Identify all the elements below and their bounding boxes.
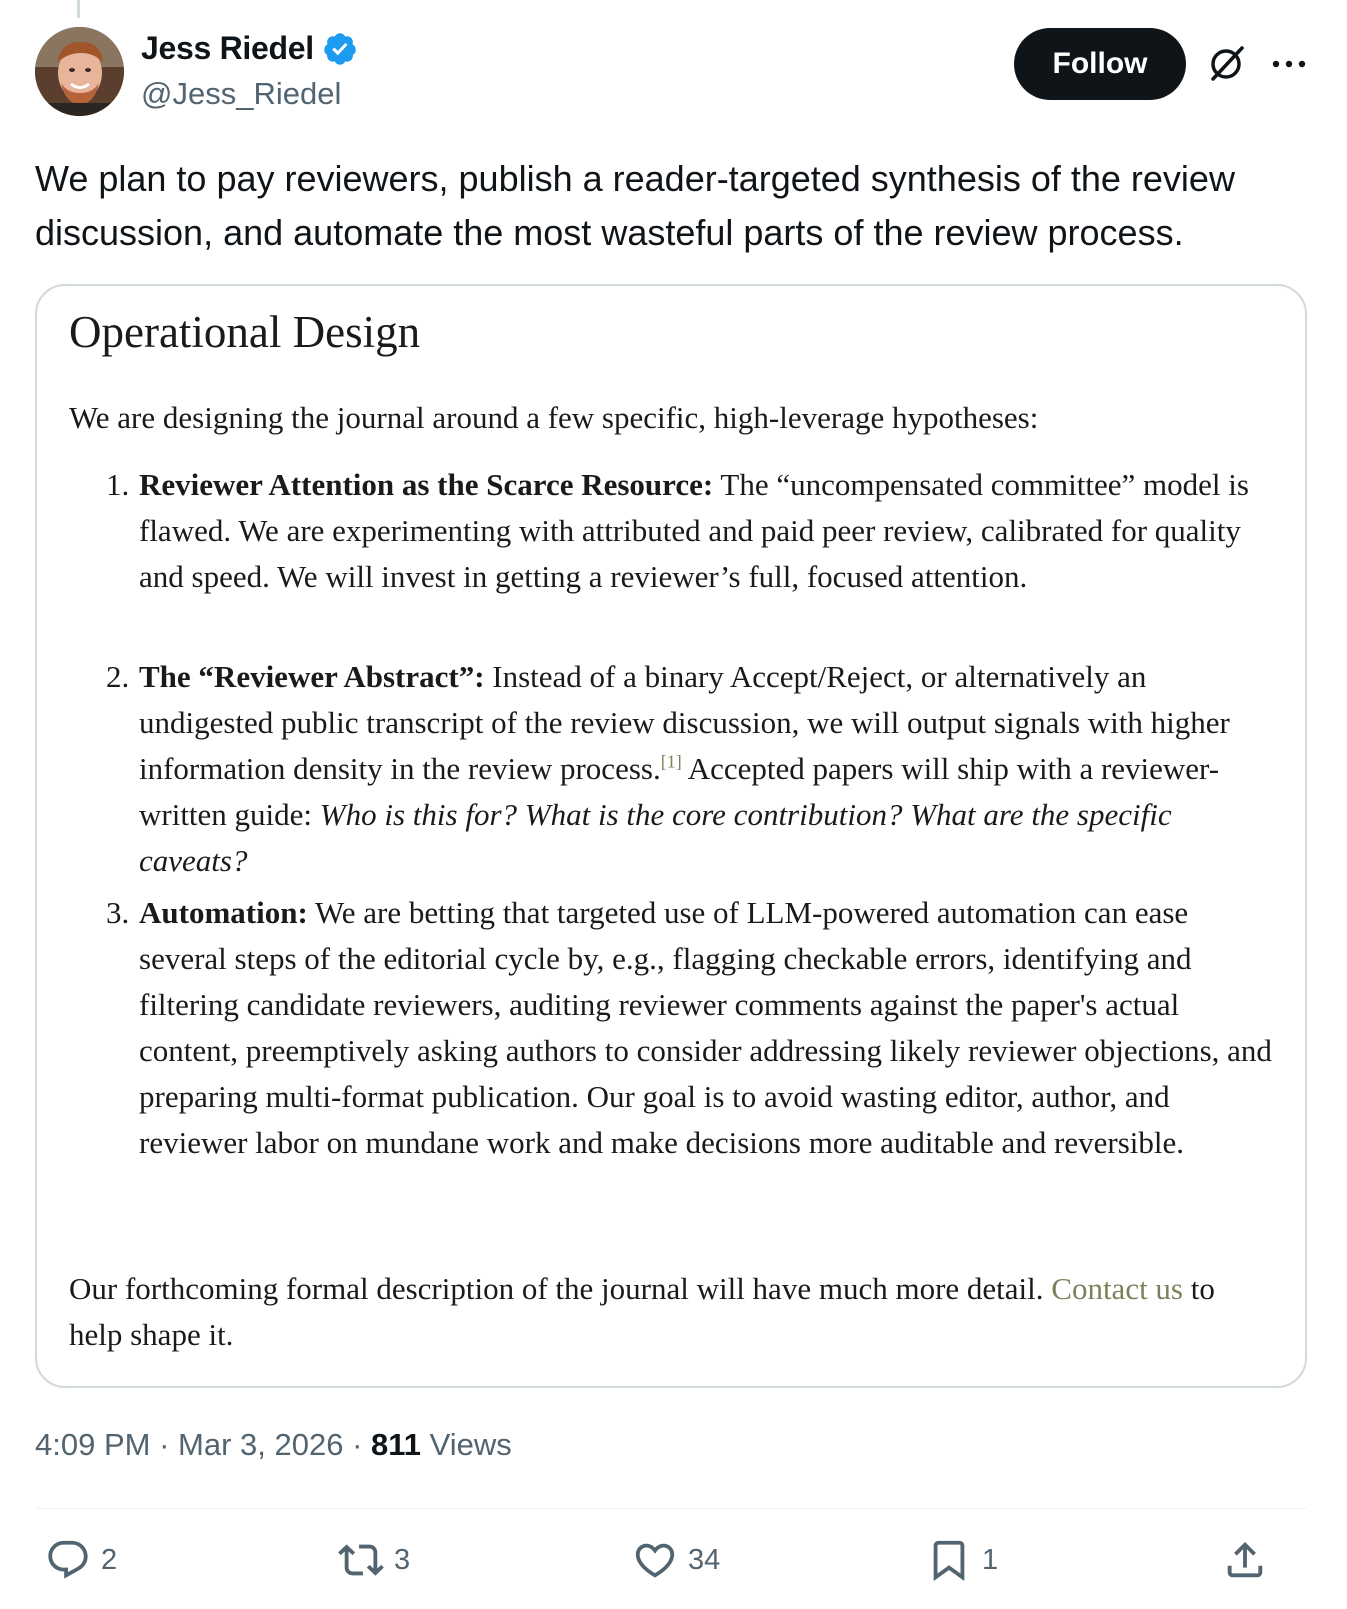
- footnote-link[interactable]: [1]: [660, 751, 682, 772]
- heart-icon: [632, 1537, 678, 1583]
- share-icon: [1222, 1537, 1268, 1583]
- list-item-italic-questions: Who is this for? What is the core contribution? What are the specific caveats?: [139, 797, 1172, 878]
- attached-image-card[interactable]: [35, 284, 1307, 1388]
- list-item-heading: Automation:: [139, 895, 308, 930]
- card-outro: [69, 1266, 1269, 1358]
- list-item-number: 3.: [106, 895, 130, 930]
- bookmark-icon: [926, 1537, 972, 1583]
- views-label: Views: [421, 1427, 512, 1462]
- repost-button[interactable]: [338, 1537, 410, 1583]
- tweet-meta: [35, 1427, 512, 1463]
- author-name-text[interactable]: Jess Riedel: [141, 30, 314, 66]
- meta-separator: ·: [150, 1427, 179, 1462]
- list-item-number: 2.: [106, 659, 130, 694]
- list-item-text: The “uncompensated committee” model is flawed. We are experimenting with attributed and paid peer review, calibrated for quality and speed. We will invest in getting a reviewer’s full, focused attention.: [139, 467, 1249, 594]
- list-item-text: Instead of a binary Accept/Reject, or alternatively an undigested public transcript of the review discussion, we will output signals with higher information density in the review process.: [139, 659, 1230, 786]
- divider: [35, 1508, 1307, 1509]
- meta-separator: ·: [343, 1427, 372, 1462]
- verified-badge-icon[interactable]: [322, 31, 358, 67]
- list-item-number: 1.: [106, 467, 130, 502]
- reply-count: 2: [101, 1543, 118, 1576]
- more-options-icon[interactable]: [1271, 54, 1307, 74]
- list-item: [106, 890, 1279, 1166]
- outro-text: Our forthcoming formal description of the journal will have much more detail.: [69, 1271, 1052, 1306]
- post-time[interactable]: 4:09 PM: [35, 1427, 151, 1462]
- author-handle[interactable]: @Jess_Riedel: [141, 76, 342, 111]
- views-count: 811: [371, 1427, 422, 1462]
- bookmark-button[interactable]: [926, 1537, 998, 1583]
- like-count: 34: [688, 1543, 721, 1576]
- card-intro: We are designing the journal around a few specific, high-leverage hypotheses:: [69, 400, 1039, 435]
- avatar[interactable]: [35, 27, 124, 116]
- author-name[interactable]: [141, 30, 358, 67]
- list-item-text: We are betting that targeted use of LLM-powered automation can ease several steps of the editorial cycle by, e.g., flagging checkable errors, identifying and filtering candidate reviewers, auditing reviewer comments against the paper's actual content, preemptively asking authors to consider addressing likely reviewer objections, and preparing multi-format publication. Our goal is to avoid wasting editor, author, and reviewer labor on mundane work and make decisions more auditable and reversible.: [139, 895, 1272, 1160]
- repost-count: 3: [394, 1543, 411, 1576]
- repost-icon: [338, 1537, 384, 1583]
- card-title: Operational Design: [69, 307, 421, 357]
- like-button[interactable]: [632, 1537, 720, 1583]
- list-item: [106, 654, 1279, 884]
- grok-icon[interactable]: [1206, 42, 1248, 84]
- reply-icon: [45, 1537, 91, 1583]
- follow-button[interactable]: Follow: [1014, 28, 1186, 100]
- thread-connector-line: [77, 0, 80, 18]
- bookmark-count: 1: [982, 1543, 999, 1576]
- list-item-heading: The “Reviewer Abstract”:: [139, 659, 485, 694]
- contact-us-link[interactable]: Contact us: [1051, 1271, 1184, 1306]
- list-item-heading: Reviewer Attention as the Scarce Resource:: [139, 467, 714, 502]
- avatar-photo: [35, 27, 124, 116]
- share-button[interactable]: [1222, 1537, 1278, 1583]
- list-item-text-continued: Accepted papers will ship with a reviewer-written guide:: [139, 751, 1220, 832]
- reply-button[interactable]: [45, 1537, 117, 1583]
- list-item: [106, 462, 1279, 600]
- post-date[interactable]: Mar 3, 2026: [178, 1427, 344, 1462]
- tweet-text: We plan to pay reviewers, publish a reader-targeted synthesis of the review discussion, and automate the most wasteful parts of the review process.: [35, 158, 1235, 253]
- outro-end-text: to help shape it.: [69, 1271, 1215, 1352]
